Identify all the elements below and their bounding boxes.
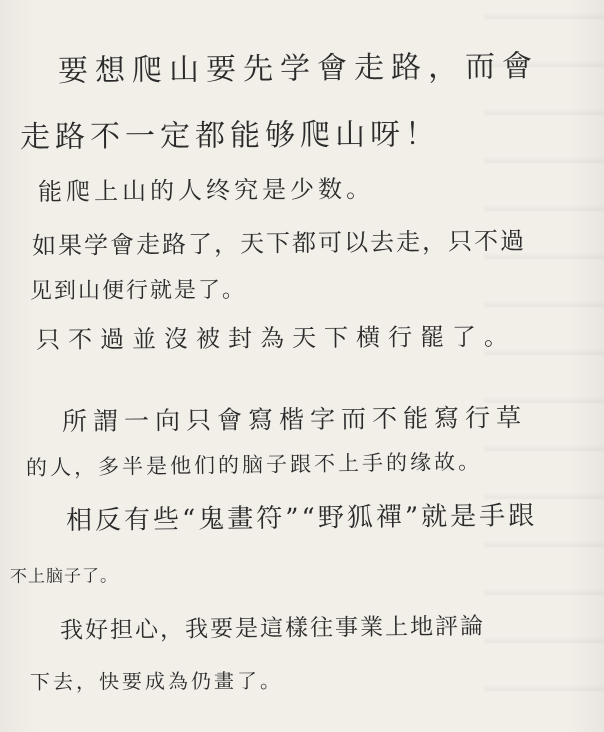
handwritten-line-2: 走路不一定都能够爬山呀！ bbox=[19, 117, 441, 155]
show-through-texture bbox=[484, 0, 604, 732]
handwritten-line-10: 不上脑子了。 bbox=[9, 566, 119, 587]
handwritten-line-12: 下去，快要成為仍畫了。 bbox=[29, 668, 284, 694]
handwritten-line-11: 我好担心，我要是這樣往事業上地評論 bbox=[59, 613, 486, 644]
handwritten-line-3: 能爬上山的人终究是少数。 bbox=[37, 175, 375, 206]
handwritten-line-1: 要想爬山要先学會走路，而會 bbox=[57, 48, 540, 89]
handwritten-line-6: 只不過並沒被封為天下横行罷了。 bbox=[35, 322, 517, 354]
handwritten-line-5: 见到山便行就是了。 bbox=[29, 277, 247, 304]
handwritten-line-7: 所謂一向只會寫楷字而不能寫行草 bbox=[61, 402, 528, 436]
handwritten-line-8: 的人，多半是他们的脑子跟不上手的缘故。 bbox=[25, 449, 483, 480]
handwritten-line-9: 相反有些“鬼畫符”“野狐禪”就是手跟 bbox=[65, 501, 538, 536]
handwritten-line-4: 如果学會走路了，天下都可以去走，只不過 bbox=[31, 226, 527, 260]
